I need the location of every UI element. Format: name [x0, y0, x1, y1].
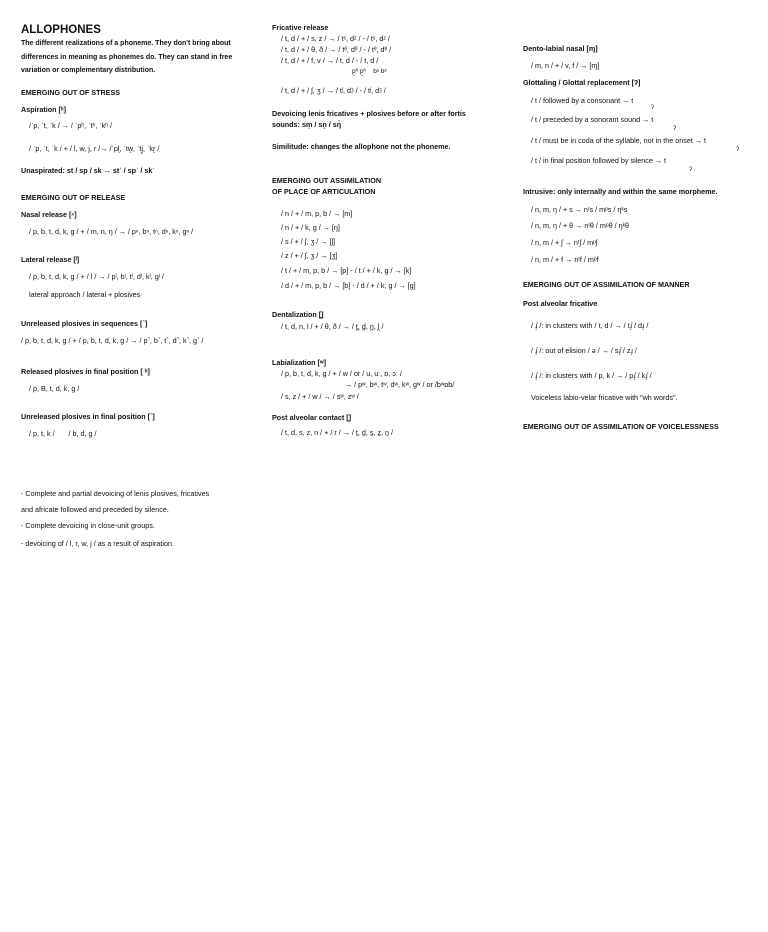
assim-place-rule-5: / t / + / m, p, b / → [p] - / t / + / k, g / → [k] [281, 266, 412, 275]
glottal-rule-3: / t / must be in coda of the syllable, not in the onset → t [531, 136, 706, 145]
fricative-rule-4: / t, d / + / ʃ, ʒ / → / tᶴ, dᶾ / - / tᶴ, dᶾ / [281, 86, 386, 95]
assim-place-heading: EMERGING OUT ASSIMILATION OF PLACE OF ARTICULATION [272, 176, 382, 196]
postalveolar-rule: / t, d, s, z, n / + / r / → / t̠, d̠, s̠, z̠, n̠ / [281, 428, 394, 437]
release-heading: EMERGING OUT OF RELEASE [21, 193, 126, 202]
dento-labial-rule: / m, n / + / v, f / → [ɱ] [531, 61, 600, 70]
glottal-rule-1: / t / followed by a consonant → t [531, 96, 634, 105]
aspiration-heading: Aspiration [ʰ] [21, 105, 66, 114]
glottal-mark-4: ʔ [689, 167, 692, 173]
fricative-rule-3: / t, d / + / f, v / → / t, d / - / t, d / [281, 56, 379, 65]
assim-voiceless-heading: EMERGING OUT OF ASSIMILATION OF VOICELESSNESS [523, 422, 719, 431]
intrusive-rule-2: / n, m, ŋ / + θ → nᵗθ / mᵖθ / ŋᵏθ [531, 221, 630, 230]
released-final-heading: Released plosives in final position [ ʰ] [21, 367, 150, 376]
released-final-rule: / p, B, t, d, k, g / [29, 384, 80, 393]
intrusive-rule-4: / n, m / + f → nᵗf / mᵖf [531, 255, 599, 264]
intrusive-rule-1: / n, m, ŋ / + s → nᵗs / mᵖs / ŋᵏs [531, 205, 628, 214]
voiceless-labio-velar-note: Voiceless labio-velar fricative with "wh words". [531, 393, 678, 402]
devoicing-text: Devoicing lenis fricatives + plosives before or after fortis sounds: sm̥ / sn̥ / sŋ̊ [272, 109, 466, 129]
nasal-release-heading: Nasal release [ⁿ] [21, 210, 77, 219]
postalveolar-heading: Post alveolar contact [̠] [272, 413, 352, 422]
assim-place-rule-3: / s / + / ʃ, ʒ / → [ʃ] [281, 237, 336, 246]
manner-rule-2: / ɹ̝̊ /: out of elision / ə / → / sɹ̝̊ / zɹ̝ / [531, 346, 637, 355]
labialization-rule-3: / s, z / + / w / → / sʷ, zʷ / [281, 392, 359, 401]
glottal-rule-4: / t / in final position followed by silence → t [531, 156, 667, 165]
note-line-1: - Complete and partial devoicing of lenis plosives, fricatives [21, 489, 210, 498]
intrusive-heading: Intrusive: only internally and within the same morpheme. [523, 187, 718, 196]
note-line-4: - devoicing of / l, r, w, j / as a result of aspiration. [21, 539, 175, 548]
manner-rule-3: / ɹ̝̊ /: in clusters with / p, k / → / pɹ̝̊ / kɹ̝̊ / [531, 371, 652, 380]
unreleased-final-rule: / p, t, k / / b, d, g / [29, 429, 97, 438]
aspiration-rule-2: / ˈp, ˈt, ˈk / + / l, w, j, r /→ /ˈpl̥, ˈtw̥, ˈtj̥, ˈkr̥ / [29, 144, 160, 153]
fricative-diacritics: p̥ʰ p̥ʰ bˢ bᶻ [352, 68, 387, 75]
unaspirated-line: Unaspirated: st / sp / sk → stˈ / spˈ / skˈ [21, 166, 155, 175]
intrusive-rule-3: / n, m / + ʃ → nᵗʃ / mᵖʃ [531, 238, 598, 247]
note-line-2: and africate followed and preceded by silence. [21, 505, 169, 514]
intro-paragraph: The different realizations of a phoneme. They don't bring about differences in meaning as phonemes do. They can stand in free variation or complementary distribution. [21, 40, 233, 74]
dentalization-heading: Dentalization [̪] [272, 310, 324, 319]
dento-labial-heading: Dento-labial nasal [ɱ] [523, 44, 598, 53]
fricative-rule-1: / t, d / + / s, z / → / tˢ, dᶻ / - / tˢ, dᶻ / [281, 34, 390, 43]
assim-manner-heading: EMERGING OUT OF ASSIMILATION OF MANNER [523, 280, 690, 289]
lateral-release-heading: Lateral release [ˡ] [21, 255, 80, 264]
dentalization-rule: / t, d, n, l / + / θ, ð / → / t̪, d̪, n̪, l̪ / [281, 322, 384, 331]
post-alveolar-fricative-heading: Post alveolar fricative [523, 299, 598, 308]
manner-rule-1: / ɹ̝̊ /: in clusters with / t, d / → / tɹ̝̊ / dɹ̝ / [531, 321, 649, 330]
glottal-mark-1: ʔ [651, 105, 654, 111]
glottal-mark-2: ʔ [673, 126, 676, 132]
stress-heading: EMERGING OUT OF STRESS [21, 88, 121, 97]
assim-place-rule-6: / d / + / m, p, b / → [b] - / d / + / k, g / → [g] [281, 281, 416, 290]
unreleased-seq-rule: / p, b, t, d, k, g / + / p, b, t, d, k, g / → / p˺, b˺, t˺, d˺, k˺, g˺ / [21, 336, 204, 345]
fricative-release-heading: Fricative release [272, 23, 329, 32]
assim-place-rule-1: / n / + / m, p, b / → [m] [281, 209, 353, 218]
glottal-heading: Glottaling / Glottal replacement [ʔ] [523, 78, 641, 87]
aspiration-rule-1: /ˈp, ˈt, ˈk / → / ˈpʰ, ˈtʰ, ˈkʰ / [29, 121, 112, 130]
page-title: ALLOPHONES [21, 24, 101, 36]
glottal-mark-3: ʔ [736, 147, 739, 153]
assim-place-rule-2: / n / + / k, g / → [ŋ] [281, 223, 340, 232]
labialization-rule-2: → / pʷ, bʷ, tʷ, dʷ, kʷ, gʷ / or /bʷɒb/ [345, 380, 455, 389]
fricative-rule-2: / t, d / + / θ, ð / → / tᶿ, dᶿ / - / tᶿ, dᶿ / [281, 45, 392, 54]
assim-place-rule-4: / z / + / ʃ, ʒ / → [ʒ] [281, 251, 338, 260]
unreleased-seq-heading: Unreleased plosives in sequences [˺] [21, 319, 148, 328]
note-line-3: - Complete devoicing in close-unit groups. [21, 521, 155, 530]
nasal-release-rule: / p, b, t, d, k, g / + / m, n, ŋ / → / pⁿ, bⁿ, tⁿ, dⁿ, kⁿ, gⁿ / [29, 227, 194, 236]
glottal-rule-2: / t / preceded by a sonorant sound → t [531, 115, 654, 124]
similitude-text: Similitude: changes the allophone not the phoneme. [272, 142, 451, 151]
labialization-rule-1: / p, b, t, d, k, g / + / w / or / u, uː, ɒ, ɔː / [281, 369, 402, 378]
unreleased-final-heading: Unreleased plosives in final position [˺] [21, 412, 155, 421]
lateral-release-rule: / p, b, t, d, k, g / + / l / → / pˡ, bˡ, tˡ, dˡ, kˡ, gˡ / [29, 272, 164, 281]
labialization-heading: Labialization [ʷ] [272, 358, 327, 367]
lateral-approach-note: lateral approach / lateral + plosives [29, 290, 141, 299]
